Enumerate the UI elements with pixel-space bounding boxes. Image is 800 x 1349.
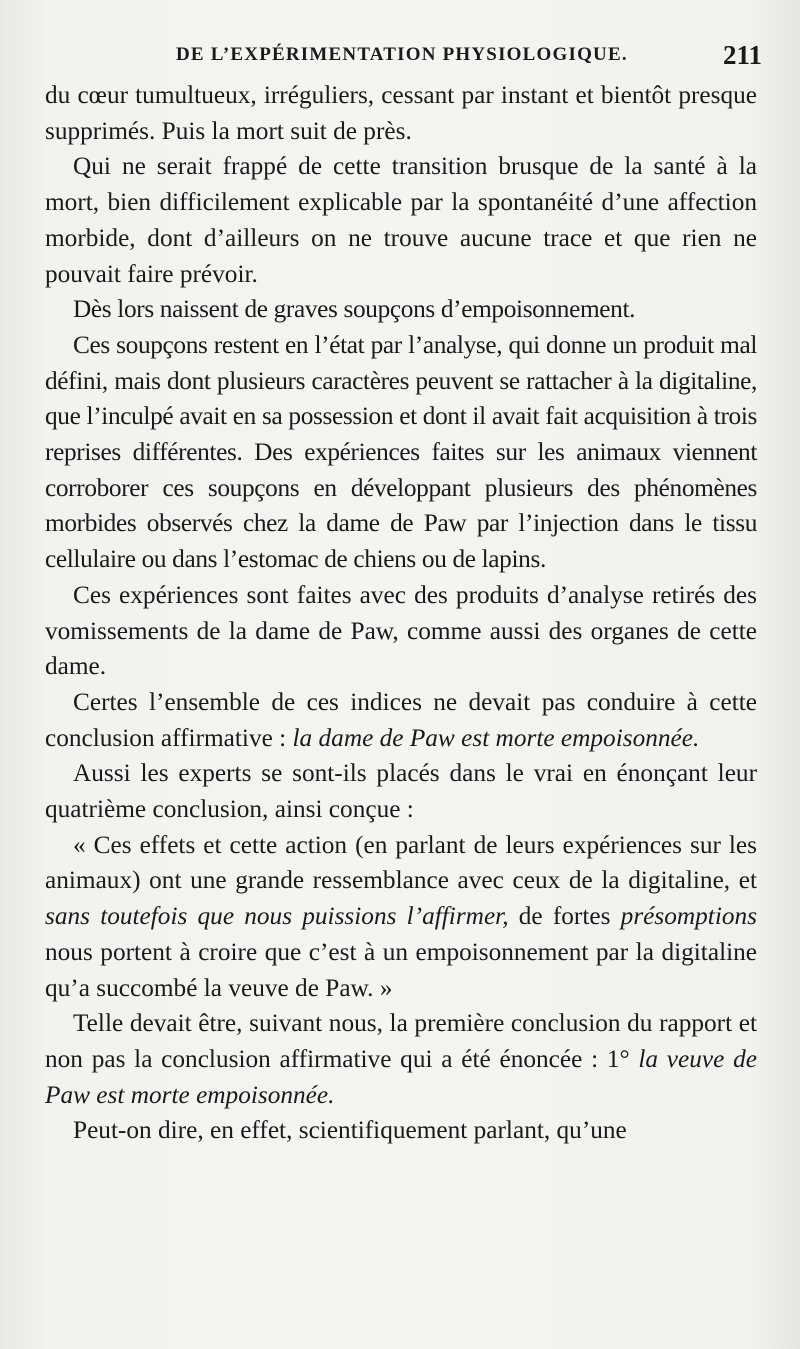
- quote-italic: présomptions: [620, 902, 758, 931]
- paragraph: [45, 685, 757, 756]
- paragraph: Aussi les experts se sont-ils placés dans le vrai en énonçant leur quatrième conclusion, ainsi conçue :: [45, 759, 757, 824]
- paragraph-text: Telle devait être, suivant nous, la première conclusion du rapport et non pas la conclusion affirmative qui a été énoncée : 1°: [45, 1009, 757, 1073]
- italic-conclusion: la veuve de Paw est morte empoisonnée.: [45, 1044, 757, 1109]
- body-text: [45, 78, 757, 1149]
- paragraph-text: Certes l’ensemble de ces indices ne devait pas conduire à cette conclusion affirmative :: [45, 687, 757, 752]
- paragraph-continuation: du cœur tumultueux, irréguliers, cessant par instant et bientôt presque supprimés. Puis la mort suit de près.: [45, 81, 757, 145]
- quotation-paragraph: [45, 828, 757, 1007]
- quote-text: de fortes: [518, 902, 611, 931]
- paragraph: Dès lors naissent de graves soupçons d’empoisonnement.: [73, 295, 636, 324]
- paragraph: Qui ne serait frappé de cette transition brusque de la santé à la mort, bien difficilement explicable par la spontanéité d’une affection morbide, dont d’ailleurs on ne trouve aucune trace et que rien ne pouvait faire prévoir.: [45, 152, 757, 288]
- quote-text: nous portent à croire que c’est à un empoisonnement par la digitaline qu’a succombé la veuve de Paw. »: [45, 937, 757, 1002]
- paragraph: [45, 1006, 757, 1113]
- running-head: [40, 38, 770, 78]
- page-number: 211: [722, 40, 762, 70]
- paragraph: Peut-on dire, en effet, scientifiquement parlant, qu’une: [73, 1116, 627, 1145]
- paragraph: Ces expériences sont faites avec des produits d’analyse retirés des vomissements de la dame de Paw, comme aussi des organes de cette dame.: [45, 580, 757, 681]
- italic-conclusion: la dame de Paw est morte empoisonnée.: [292, 723, 700, 752]
- running-head-title: DE L’EXPÉRIMENTATION PHYSIOLOGIQUE.: [176, 44, 628, 65]
- paragraph: Ces soupçons restent en l’état par l’analyse, qui donne un produit mal défini, mais dont plusieurs caractères peuvent se rattacher à la digitaline, que l’inculpé avait en sa possession et dont il avait fait acquisition à trois reprises différentes. Des expériences faites sur les animaux viennent corroborer ces soupçons en développant plusieurs des phénomènes morbides observés chez la dame de Paw par l’injection dans le tissu cellulaire ou dans l’estomac de chiens ou de lapins.: [45, 330, 757, 574]
- quote-text: « Ces effets et cette action (en parlant de leurs expériences sur les animaux) ont une grande ressemblance avec ceux de la digitaline, et: [45, 830, 757, 895]
- quote-italic: sans toutefois que nous puissions l’affirmer,: [45, 902, 509, 931]
